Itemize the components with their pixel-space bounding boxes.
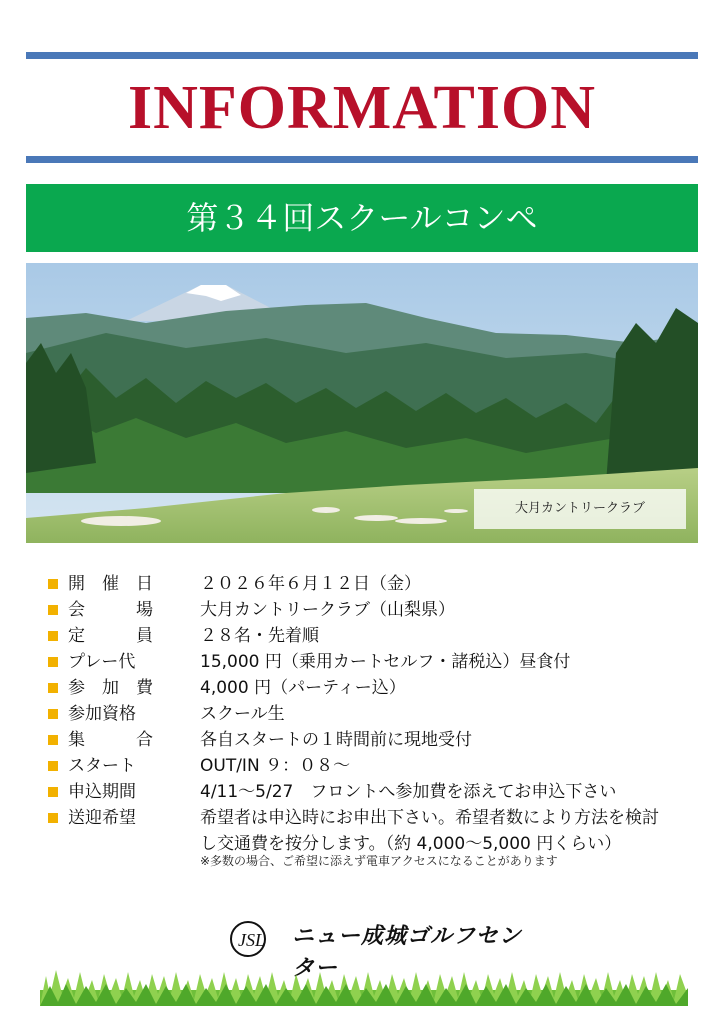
top-rule: [26, 52, 698, 59]
footnote: ※多数の場合、ご希望に添えず電車アクセスになることがあります: [200, 854, 558, 868]
detail-value-line: し交通費を按分します。（約 4,000～5,000 円くらい）: [200, 834, 622, 854]
detail-label: プレー代: [68, 652, 136, 672]
bullet-icon: [48, 709, 58, 719]
club-name: ニュー成城ゴルフセンター: [292, 924, 522, 981]
club-emblem-icon: [228, 913, 276, 961]
detail-value-line: 希望者は申込時にお申出下さい。希望者数により方法を検討: [200, 808, 659, 828]
detail-label: スタート: [68, 756, 136, 776]
page-title: INFORMATION: [128, 74, 596, 142]
club-logo: [228, 913, 528, 981]
bullet-icon: [48, 735, 58, 745]
bullet-icon: [48, 761, 58, 771]
grass-decoration: [40, 966, 688, 1006]
detail-row-play-fee: [44, 649, 684, 675]
bullet-icon: [48, 631, 58, 641]
bullet-icon: [48, 683, 58, 693]
emblem-mark-text: JSL: [238, 930, 265, 950]
detail-row-capacity: [44, 623, 684, 649]
bullet-icon: [48, 657, 58, 667]
event-details: [44, 571, 684, 857]
detail-value: 各自スタートの１時間前に現地受付: [200, 730, 472, 750]
detail-label: 送迎希望: [68, 808, 136, 828]
detail-row-date: [44, 571, 684, 597]
detail-row-shuttle: [44, 805, 684, 857]
detail-label: 申込期間: [68, 782, 136, 802]
detail-value: OUT/IN ９：０８～: [200, 756, 351, 776]
detail-row-start: [44, 753, 684, 779]
detail-label: 会 場: [68, 600, 153, 620]
detail-label: 開 催 日: [68, 574, 153, 594]
detail-value: スクール生: [200, 704, 285, 724]
bullet-icon: [48, 813, 58, 823]
detail-label: 参 加 費: [68, 678, 153, 698]
bullet-icon: [48, 579, 58, 589]
detail-value: 4/11～5/27 フロントへ参加費を添えてお申込下さい: [200, 782, 617, 802]
detail-value: ２８名・先着順: [200, 626, 319, 646]
detail-row-application: [44, 779, 684, 805]
detail-label: 集 合: [68, 730, 153, 750]
detail-value: 4,000 円（パーティー込）: [200, 678, 406, 698]
detail-value: ２０２６年６月１２日（金）: [200, 574, 421, 594]
bottom-rule: [26, 156, 698, 163]
bullet-icon: [48, 605, 58, 615]
detail-value: 大月カントリークラブ（山梨県）: [200, 600, 455, 620]
bullet-icon: [48, 787, 58, 797]
detail-label: 定 員: [68, 626, 153, 646]
event-title-banner: 第３４回スクールコンペ: [26, 184, 698, 252]
detail-row-entry-fee: [44, 675, 684, 701]
detail-value: [200, 805, 680, 857]
detail-row-eligibility: [44, 701, 684, 727]
detail-row-meeting: [44, 727, 684, 753]
photo-caption: 大月カントリークラブ: [474, 489, 686, 529]
detail-value: 15,000 円（乗用カートセルフ・諸税込）昼食付: [200, 652, 571, 672]
detail-label: 参加資格: [68, 704, 136, 724]
detail-row-venue: [44, 597, 684, 623]
